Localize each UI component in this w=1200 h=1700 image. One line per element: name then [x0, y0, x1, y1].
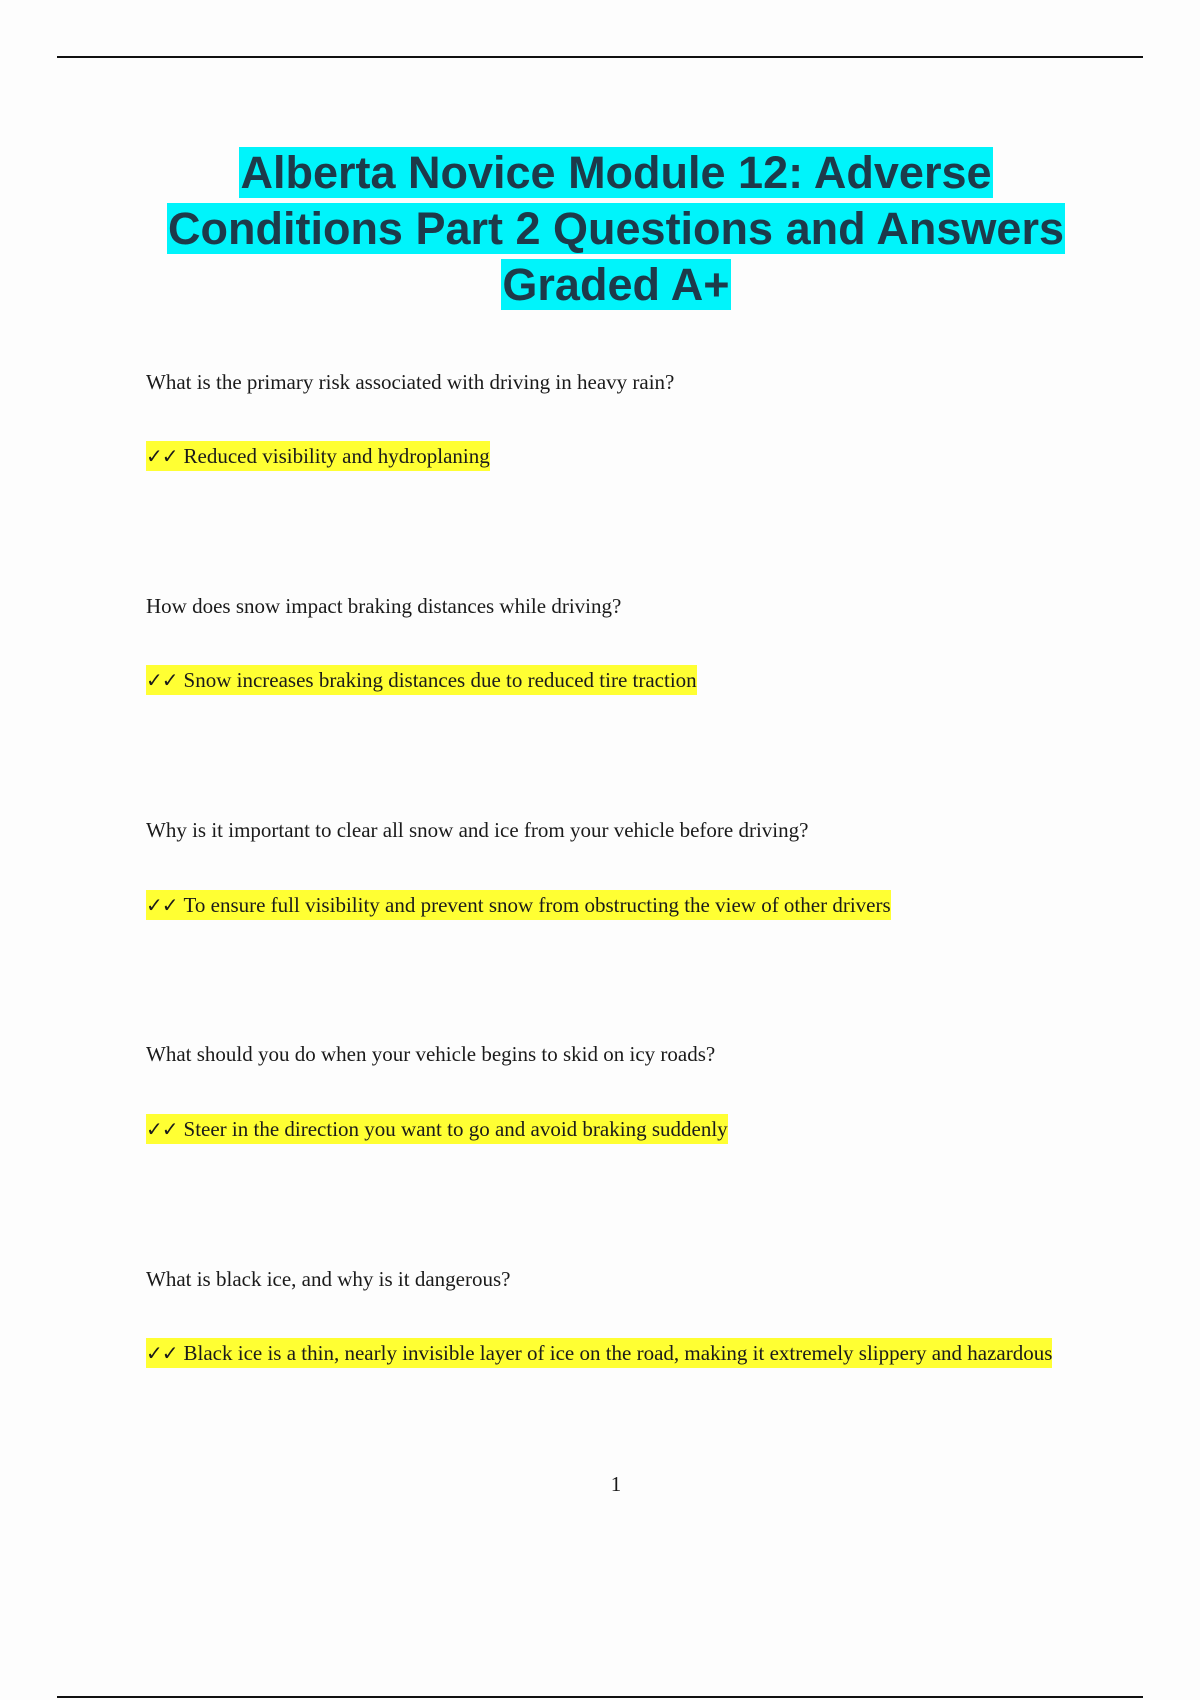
top-rule: [57, 56, 1143, 58]
answer-highlight: [146, 665, 697, 695]
answer-highlight: [146, 890, 891, 920]
double-check-icon: ✓✓: [146, 668, 178, 692]
question-text: Why is it important to clear all snow and ice from your vehicle before driving?: [146, 818, 809, 842]
page-number: 1: [610, 1472, 622, 1496]
answer-highlight: [146, 1338, 1052, 1368]
document-title: [150, 145, 1082, 313]
double-check-icon: ✓✓: [146, 444, 178, 468]
answer-text: [146, 426, 1096, 486]
question-text: What is the primary risk associated with driving in heavy rain?: [146, 370, 675, 394]
double-check-icon: ✓✓: [146, 893, 178, 917]
answer-text: [146, 1099, 1096, 1159]
answer-label: Black ice is a thin, nearly invisible layer of ice on the road, making it extremely slippery and hazardous: [183, 1341, 1053, 1365]
answer-text: [146, 1323, 1096, 1383]
title-highlight: Alberta Novice Module 12: Adverse Conditions Part 2 Questions and Answers Graded A+: [168, 147, 1064, 310]
answer-label: Steer in the direction you want to go and avoid braking suddenly: [183, 1117, 728, 1141]
answer-text: [146, 650, 1096, 710]
double-check-icon: ✓✓: [146, 1117, 178, 1141]
answer-label: To ensure full visibility and prevent snow from obstructing the view of other drivers: [183, 893, 891, 917]
question-text: What is black ice, and why is it dangerous?: [146, 1267, 511, 1291]
answer-label: Snow increases braking distances due to reduced tire traction: [183, 668, 697, 692]
answer-highlight: [146, 441, 490, 471]
answer-highlight: [146, 1114, 728, 1144]
answer-text: [146, 875, 1096, 935]
question-text: How does snow impact braking distances while driving?: [146, 594, 622, 618]
bottom-rule: [57, 1696, 1143, 1698]
question-text: What should you do when your vehicle begins to skid on icy roads?: [146, 1042, 716, 1066]
answer-label: Reduced visibility and hydroplaning: [183, 444, 490, 468]
double-check-icon: ✓✓: [146, 1341, 178, 1365]
